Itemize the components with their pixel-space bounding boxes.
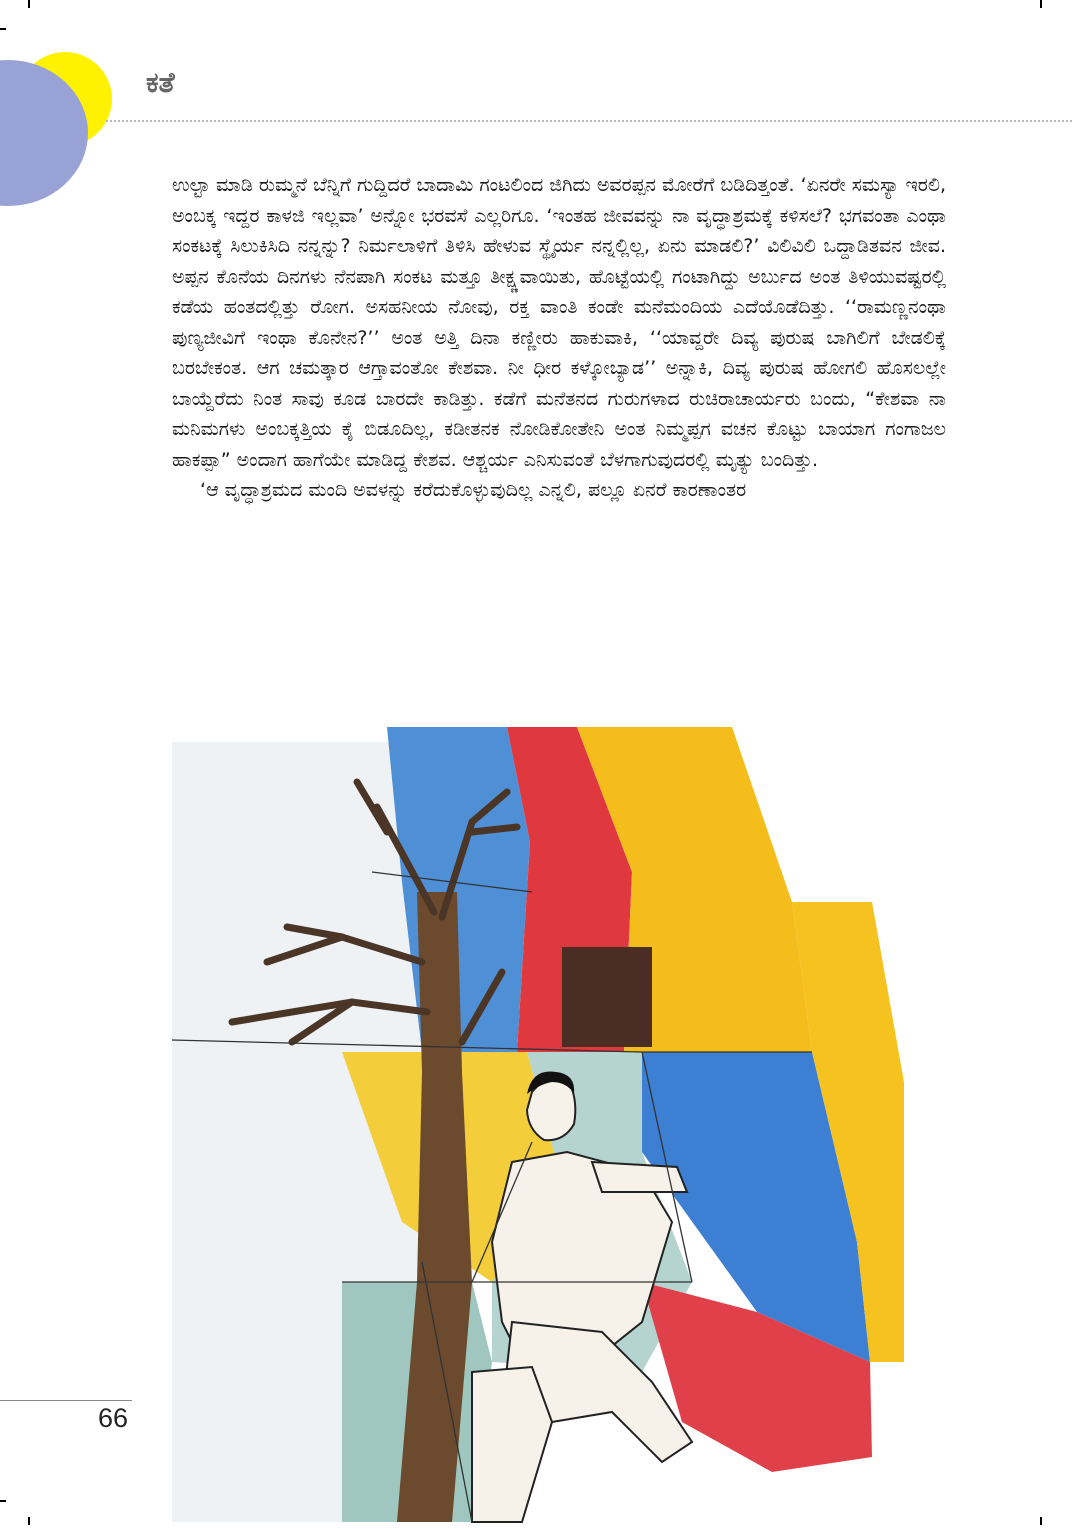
story-illustration bbox=[172, 722, 904, 1525]
paragraph: ‘ಆ ವೃದ್ಧಾಶ್ರಮದ ಮಂದಿ ಅವಳನ್ನು ಕರೆದುಕೊಳ್ಳುವುದಿಲ್ಲ ಎನ್ನಲಿ, ಪಲ್ಲೂ ಏನರೆ ಕಾರಣಾಂತರ bbox=[200, 479, 747, 501]
page-number: 66 bbox=[98, 1403, 129, 1433]
crop-mark bbox=[0, 1500, 6, 1502]
page-number-rule bbox=[0, 1400, 132, 1401]
story-text bbox=[172, 170, 946, 506]
crop-mark bbox=[28, 1517, 30, 1525]
crop-mark bbox=[28, 0, 30, 8]
header-divider bbox=[106, 120, 1072, 122]
crop-mark bbox=[0, 28, 6, 30]
crop-mark bbox=[1040, 0, 1042, 8]
crop-mark bbox=[1040, 1517, 1042, 1525]
paragraph: ಉಲ್ಟಾ ಮಾಡಿ ರುಮ್ಮನೆ ಬೆನ್ನಿಗೆ ಗುದ್ದಿದರೆ ಬಾದಾಮಿ ಗಂಟಲಿಂದ ಜಿಗಿದು ಅವರಪ್ಪನ ಮೋರೆಗೆ ಬಡಿದಿತ್ತಂತೆ. ‘ಏನರೇ ಸಮಸ್ಯಾ ಇರಲಿ, ಅಂಬಕ್ಕ ಇದ್ದರ ಕಾಳಜಿ ಇಲ್ಲವಾ’ ಅನ್ನೋ ಭರವಸೆ ಎಲ್ಲರಿಗೂ. ‘ಇಂತಹ ಜೀವವನ್ನು ನಾ ವೃದ್ಧಾಶ್ರಮಕ್ಕೆ ಕಳಿಸಲೆ? ಭಗವಂತಾ ಎಂಥಾ ಸಂಕಟಕ್ಕೆ ಸಿಲುಕಿಸಿದಿ ನನ್ನನ್ನು? ನಿರ್ಮಲಾಳಿಗೆ ತಿಳಿಸಿ ಹೇಳುವ ಸ್ಥೈರ್ಯ ನನ್ನಲ್ಲಿಲ್ಲ, ಏನು ಮಾಡಲಿ?’ ವಿಲಿವಿಲಿ ಒದ್ದಾಡಿತವನ ಜೀವ. ಅಪ್ಪನ ಕೊನೆಯ ದಿನಗಳು ನೆನಪಾಗಿ ಸಂಕಟ ಮತ್ತೂ ತೀಕ್ಷ್ಣವಾಯಿತು, ಹೊಟ್ಟೆಯಲ್ಲಿ ಗಂಟಾಗಿದ್ದು ಅರ್ಬುದ ಅಂತ ತಿಳಿಯುವಷ್ಟರಲ್ಲಿ ಕಡೆಯ ಹಂತದಲ್ಲಿತ್ತು ರೋಗ. ಅಸಹನೀಯ ನೋವು, ರಕ್ತ ವಾಂತಿ ಕಂಡೇ ಮನೆಮಂದಿಯ ಎದೆಯೊಡೆದಿತ್ತು. ‘‘ರಾಮಣ್ಣನಂಥಾ ಪುಣ್ಯಜೀವಿಗೆ ಇಂಥಾ ಕೊನೇನ?’’ ಅಂತ ಅತ್ತಿ ದಿನಾ ಕಣ್ಣೀರು ಹಾಕುವಾಕಿ, ‘‘ಯಾವ್ದರೇ ದಿವ್ಯ ಪುರುಷ ಬಾಗಿಲಿಗೆ ಬೇಡಲಿಕ್ಕೆ ಬರಬೇಕಂತ. ಆಗ ಚಮತ್ಕಾರ ಆಗ್ತಾವಂತೋ ಕೇಶವಾ. ನೀ ಧೀರ ಕಳ್ಕೋಬ್ಯಾಡ’’ ಅನ್ನಾಕಿ, ದಿವ್ಯ ಪುರುಷ ಹೋಗಲಿ ಹೊಸಲಲ್ಲೇ ಬಾಯ್ದೆರೆದು ನಿಂತ ಸಾವು ಕೂಡ ಬಾರದೇ ಕಾಡಿತ್ತು. ಕಡೆಗೆ ಮನೆತನದ ಗುರುಗಳಾದ ರುಚಿರಾಚಾರ್ಯರು ಬಂದು, “ಕೇಶವಾ ನಾ ಮನಿಮಗಳು ಅಂಬಕ್ಕತ್ತಿಯ ಕೈ ಬಿಡೂದಿಲ್ಲ, ಕಡೀತನಕ ನೋಡಿಕೋತೇನಿ ಅಂತ ನಿಮ್ಮಪ್ಪಗ ವಚನ ಕೊಟ್ಟು ಬಾಯಾಗ ಗಂಗಾಜಲ ಹಾಕಪ್ಪಾ” ಅಂದಾಗ ಹಾಗೆಯೇ ಮಾಡಿದ್ದ ಕೇಶವ. ಆಶ್ಚರ್ಯ ಎನಿಸುವಂತೆ ಬೆಳಗಾಗುವುದರಲ್ಲಿ ಮೃತ್ಯು ಬಂದಿತ್ತು. bbox=[172, 174, 946, 471]
section-title: ಕತೆ bbox=[146, 66, 175, 99]
crayon-drawing-image bbox=[172, 722, 904, 1525]
